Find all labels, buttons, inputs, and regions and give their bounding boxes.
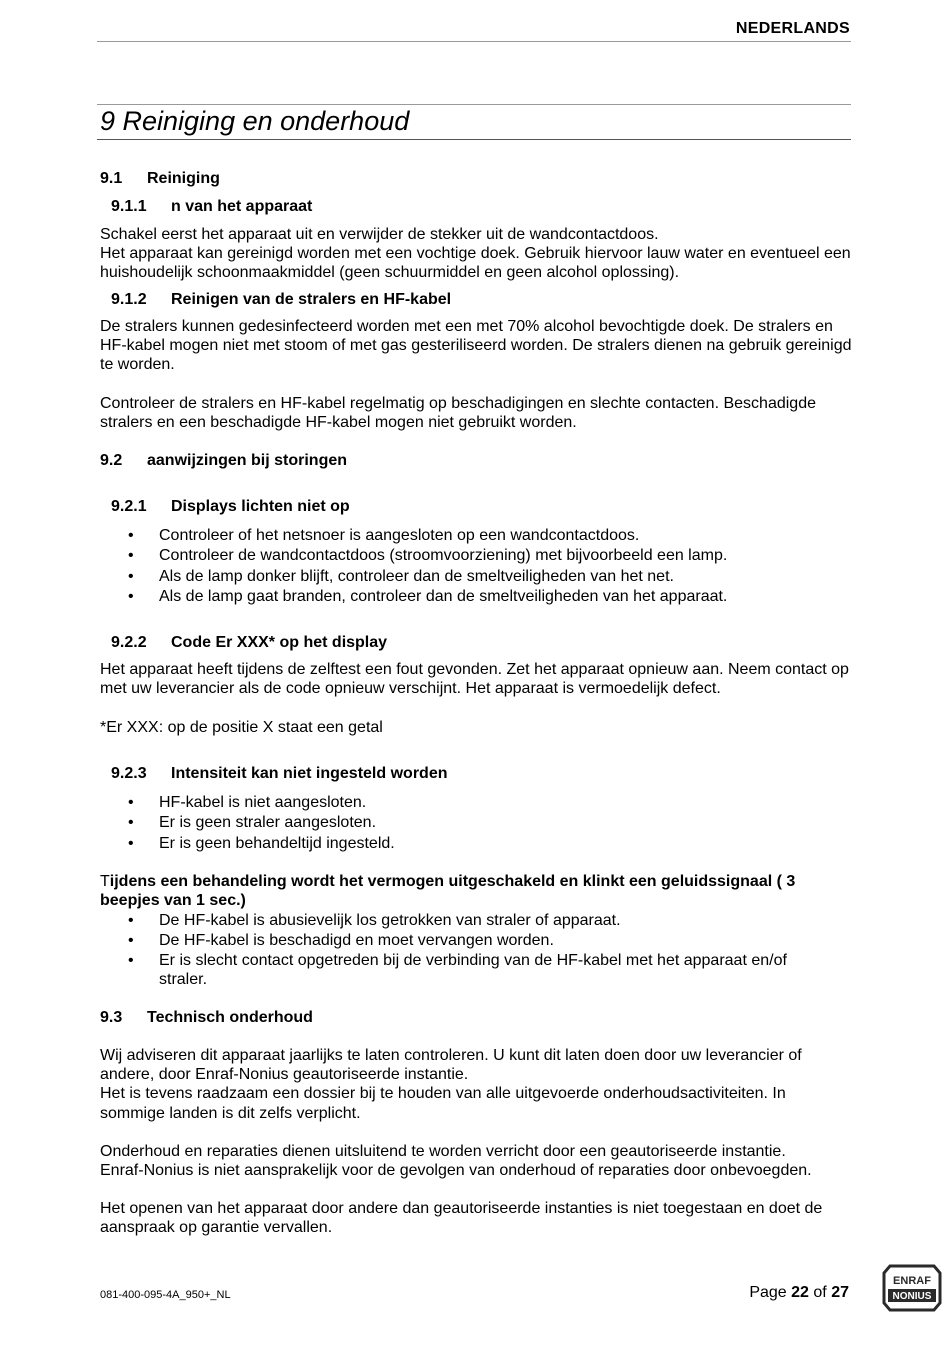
section-title: Displays lichten niet op (171, 498, 350, 515)
bullet-icon: • (128, 814, 134, 832)
bullet-icon: • (128, 567, 134, 585)
treatment-warning (100, 872, 852, 910)
section-title: aanwijzingen bij storingen (147, 452, 348, 469)
list-item-text: Er is geen straler aangesloten. (159, 814, 377, 832)
section-9-2-2-heading (111, 634, 387, 652)
section-number: 9.1.2 (111, 291, 147, 308)
document-code: 081-400-095-4A_950+_NL (100, 1289, 231, 1301)
section-number: 9.2.1 (111, 498, 147, 515)
list-item (126, 546, 852, 566)
list-item-text: De HF-kabel is abusievelijk los getrokken van straler of apparaat. (159, 912, 621, 929)
section-number: 9.3 (100, 1009, 123, 1026)
list-item (126, 931, 852, 951)
list-item (126, 911, 852, 931)
section-9-2-1-list (126, 526, 852, 607)
bullet-icon: • (128, 547, 134, 565)
section-9-3-paragraph-2 (100, 1142, 852, 1180)
logo-text-top: ENRAF (893, 1275, 931, 1287)
chapter-rule-bottom (97, 139, 851, 140)
logo-text-bottom: NONIUS (892, 1291, 932, 1302)
treatment-warning-list (126, 911, 852, 990)
list-item (126, 951, 852, 991)
bullet-icon: • (128, 834, 134, 852)
section-9-1-2-paragraph-2: Controleer de stralers en HF-kabel regelmatig op beschadigingen en slechte contacten. Beschadigde stralers en een beschadigde HF-kabel mogen niet gebruikt worden. (100, 395, 816, 432)
enraf-nonius-logo (880, 1263, 944, 1313)
list-item-text: Er is geen behandeltijd ingesteld. (159, 834, 395, 852)
page-of-label: of (813, 1284, 827, 1301)
paragraph-line: Het is tevens raadzaam een dossier bij te houden van alle uitgevoerde onderhoudsactiviteiten. In sommige landen is dit zelfs verplicht. (100, 1085, 786, 1122)
page-number (749, 1284, 849, 1302)
list-item (126, 834, 852, 854)
chapter-title: 9 Reiniging en onderhoud (100, 106, 410, 136)
bullet-icon: • (128, 527, 134, 544)
section-number: 9.1 (100, 170, 123, 187)
section-9-2-2-paragraph: Het apparaat heeft tijdens de zelftest een fout gevonden. Zet het apparaat opnieuw aan. Neem contact op met uw leverancier als de code opnieuw verschijnt. Het apparaat is vermoedelijk defect. (100, 661, 849, 698)
section-title: Reinigen van de stralers en HF-kabel (171, 291, 452, 308)
section-number: 9.2.3 (111, 765, 147, 782)
section-9-2-heading (100, 452, 347, 470)
page-label: Page (749, 1284, 787, 1301)
bullet-icon: • (128, 587, 134, 605)
list-item-text: Controleer of het netsnoer is aangesloten op een wandcontactdoos. (159, 527, 640, 544)
bullet-icon: • (128, 794, 134, 811)
paragraph-line: Onderhoud en reparaties dienen uitsluitend te worden verricht door een geautoriseerde instantie. (100, 1143, 786, 1160)
list-item-text: Als de lamp donker blijft, controleer dan de smeltveiligheden van het net. (159, 567, 674, 585)
list-item-text: Er is slecht contact opgetreden bij de verbinding van de HF-kabel met het apparaat en/of straler. (159, 951, 787, 989)
list-item (126, 526, 852, 546)
list-item (126, 587, 852, 607)
section-number: 9.1.1 (111, 198, 147, 215)
warning-text: ijdens een behandeling wordt het vermogen uitgeschakeld en klinkt een geluidssignaal ( 3 beepjes van 1 sec.) (100, 873, 796, 910)
section-title: Code Er XXX* op het display (171, 634, 388, 651)
bullet-icon: • (128, 912, 134, 929)
section-9-1-1-heading (111, 198, 312, 216)
list-item-text: HF-kabel is niet aangesloten. (159, 794, 367, 811)
section-9-1-2-heading (111, 291, 451, 309)
section-9-3-paragraph-3: Het openen van het apparaat door andere dan geautoriseerde instanties is niet toegestaan en doet de aanspraak op garantie vervallen. (100, 1200, 823, 1237)
section-title: Reiniging (147, 170, 220, 187)
chapter-rule-top (97, 104, 851, 105)
list-item (126, 813, 852, 833)
section-9-3-paragraph-1 (100, 1046, 852, 1123)
section-9-1-1-body (100, 225, 852, 283)
list-item-text: De HF-kabel is beschadigd en moet vervangen worden. (159, 931, 554, 949)
section-number: 9.2 (100, 452, 123, 469)
section-9-2-2-note: *Er XXX: op de positie X staat een getal (100, 719, 383, 736)
section-title: Technisch onderhoud (147, 1009, 313, 1026)
section-title: n van het apparaat (171, 198, 313, 215)
section-title: Intensiteit kan niet ingesteld worden (171, 765, 448, 782)
warning-initial: T (100, 873, 110, 890)
section-9-2-1-heading (111, 498, 350, 516)
bullet-icon: • (128, 931, 134, 949)
paragraph-line: Wij adviseren dit apparaat jaarlijks te laten controleren. U kunt dit laten doen door uw leverancier of andere, door Enraf-Nonius geautoriseerde instantie. (100, 1047, 802, 1084)
paragraph-line: Het apparaat kan gereinigd worden met een vochtige doek. Gebruik hiervoor lauw water en eventueel een huishoudelijk schoonmaakmiddel (geen schuurmiddel en geen alcohol oplossing). (100, 245, 851, 282)
section-9-2-3-heading (111, 765, 447, 783)
list-item-text: Als de lamp gaat branden, controleer dan de smeltveiligheden van het apparaat. (159, 587, 728, 605)
paragraph-line: Enraf-Nonius is niet aansprakelijk voor de gevolgen van onderhoud of reparaties door onbevoegden. (100, 1162, 812, 1180)
page-current: 22 (791, 1284, 809, 1301)
header-language: NEDERLANDS (735, 20, 850, 37)
section-9-1-2-paragraph-1: De stralers kunnen gedesinfecteerd worden met een met 70% alcohol bevochtigde doek. De stralers en HF-kabel mogen niet met stoom of met gas gesteriliseerd worden. De stralers dienen na gebruik gereinigd te worden. (100, 318, 852, 374)
section-9-2-3-list (126, 793, 852, 854)
list-item (126, 793, 852, 813)
section-9-3-heading (100, 1009, 313, 1027)
paragraph-line: Schakel eerst het apparaat uit en verwijder de stekker uit de wandcontactdoos. (100, 226, 659, 243)
bullet-icon: • (128, 951, 134, 969)
list-item-text: Controleer de wandcontactdoos (stroomvoorziening) met bijvoorbeeld een lamp. (159, 547, 728, 565)
section-9-1-heading (100, 170, 220, 188)
page-total: 27 (831, 1284, 849, 1301)
list-item (126, 567, 852, 587)
section-number: 9.2.2 (111, 634, 147, 651)
header-rule (97, 41, 851, 42)
